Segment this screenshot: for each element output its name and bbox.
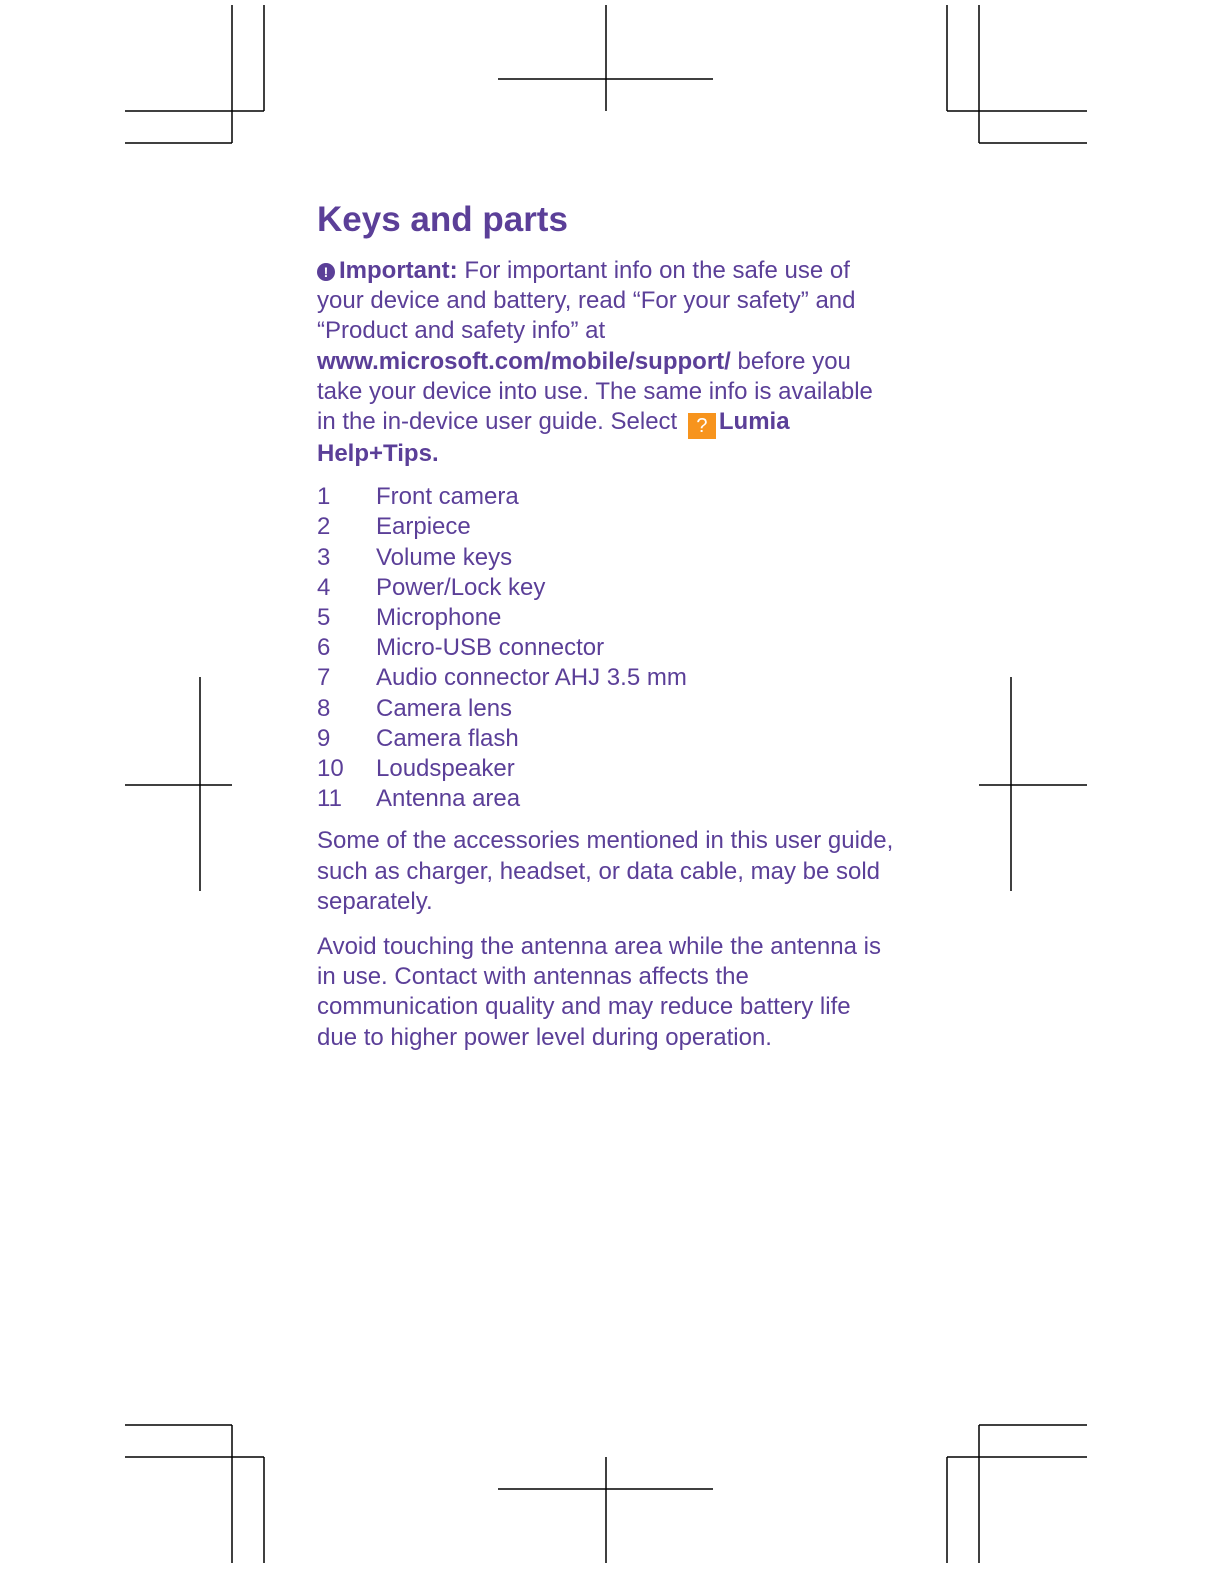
exclamation-circle-icon: ! xyxy=(317,263,335,281)
list-item xyxy=(317,724,897,754)
accessories-note: Some of the accessories mentioned in this user guide, such as charger, headset, or data cable, may be sold separately. xyxy=(317,827,894,915)
list-item xyxy=(317,633,897,663)
list-item xyxy=(317,784,897,814)
antenna-note: Avoid touching the antenna area while the antenna is in use. Contact with antennas affects the communication quality and may reduce battery life due to higher power level during operation. xyxy=(317,933,881,1051)
important-period: . xyxy=(431,440,439,468)
part-number: 11 xyxy=(317,785,342,813)
part-number: 6 xyxy=(317,634,331,662)
important-text-1: For important info on the safe use of your device and battery, read “For your safety” and “Product and safety info” at xyxy=(317,257,856,345)
part-label: Loudspeaker xyxy=(376,755,515,783)
part-label: Audio connector AHJ 3.5 mm xyxy=(376,664,687,692)
list-item xyxy=(317,543,897,573)
part-label: Front camera xyxy=(376,483,519,511)
part-number: 1 xyxy=(317,483,331,511)
part-number: 3 xyxy=(317,543,331,571)
part-label: Microphone xyxy=(376,604,502,632)
list-item xyxy=(317,482,897,512)
page-content xyxy=(317,196,897,1053)
important-note xyxy=(317,256,897,469)
part-number: 5 xyxy=(317,604,331,632)
part-number: 4 xyxy=(317,573,331,601)
question-mark-icon: ? xyxy=(688,413,716,439)
app-name: Lumia Help+Tips xyxy=(317,408,790,468)
part-label: Antenna area xyxy=(376,785,521,813)
part-label: Earpiece xyxy=(376,513,471,541)
list-item xyxy=(317,512,897,542)
part-number: 7 xyxy=(317,664,331,692)
part-label: Power/Lock key xyxy=(376,573,546,601)
list-item xyxy=(317,694,897,724)
list-item xyxy=(317,663,897,693)
list-item xyxy=(317,573,897,603)
list-item xyxy=(317,754,897,784)
part-label: Camera lens xyxy=(376,694,513,722)
list-item xyxy=(317,603,897,633)
page-title: Keys and parts xyxy=(317,200,568,239)
part-number: 9 xyxy=(317,724,331,752)
important-text-2: before you take your device into use. The same info is available in the in-device user guide. Select xyxy=(317,347,873,436)
support-link[interactable]: www.microsoft.com/mobile/support/ xyxy=(317,347,731,375)
part-label: Volume keys xyxy=(376,543,513,571)
parts-list xyxy=(317,482,897,814)
part-label: Micro-USB connector xyxy=(376,634,605,662)
important-label: Important: xyxy=(339,257,458,284)
part-number: 2 xyxy=(317,513,331,541)
part-number: 10 xyxy=(317,755,344,783)
part-number: 8 xyxy=(317,694,331,722)
part-label: Camera flash xyxy=(376,724,519,752)
